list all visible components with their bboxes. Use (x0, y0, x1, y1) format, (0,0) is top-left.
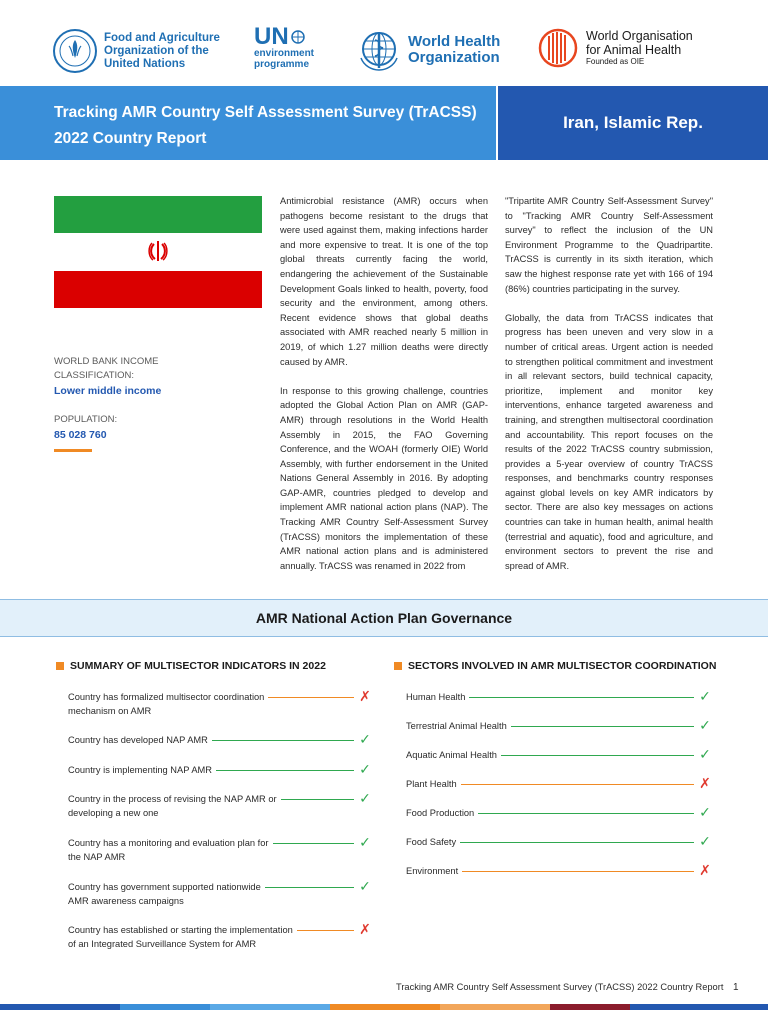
check-icon: ✓ (359, 791, 371, 807)
orange-square-icon (394, 662, 402, 670)
gap-amr-paragraph: In response to this growing challenge, countries adopted the Global Action Plan on AMR (GAP-AMR) through resolutions in the World Health Assembly in 2015, the FAO Governing Conference, and the WOAH (formerly OIE) World Assembly, with further endorsement in the United Nations General Assembly in 2016. By adopting GAP-AMR, countries pledged to develop and implement AMR national action plans (NAP). The Tracking AMR Country Self-Assessment Survey (TrACSS) monitors the implementation of these AMR national action plans and is administered annually. TrACSS was renamed in 2022 from (280, 385, 488, 571)
unep-line1: environment (254, 48, 315, 59)
indicator-label-cont: AMR awareness campaigns (68, 896, 184, 906)
indicator-label-cont: of an Integrated Surveillance System for AMR (68, 939, 257, 949)
summary-indicator-row (68, 690, 372, 718)
leader-line (460, 842, 694, 843)
fao-name-line2: Organization of the (104, 44, 209, 57)
leader-line (268, 697, 354, 698)
woah-logo (538, 28, 693, 68)
report-subtitle: 2022 Country Report (54, 130, 207, 147)
section-header (0, 599, 768, 637)
global-progress-paragraph: Globally, the data from TrACSS indicates that progress has been uneven and very slow in a number of critical areas. Urgent action is needed to strengthen political commitment and investment in all relevant sectors, build technical capacity, prioritize, implement and monitor key interventions, enhance targeted awareness and training, and strengthen multisectoral coordination and accountability. This report focuses on the results of the 2022 TrACSS country submission, provides a 5-year overview of country TrACSS responses, and benchmarks country responses against global levels on key AMR indicators by sector. There are also key messages on actions countries can take in human health, animal health (terrestrial and aquatic), food and agriculture, and environment sectors to prevent the rise and spread of AMR. (505, 312, 713, 571)
summary-indicator-row (68, 880, 372, 908)
woah-emblem-icon (538, 28, 578, 68)
who-name-line2: Organization (408, 49, 500, 66)
intro-paragraph: Antimicrobial resistance (AMR) occurs when pathogens become resistant to the drugs that were used against them, making infections harder and more expensive to treat. It is one of the top global threats currently facing the world, endangering the achievement of the Sustainable Development Goals linked to health, poverty, food security and the environment, among others. Recent evidence shows that global deaths associated with AMR reached nearly 5 million in 2019, of which 1.27 million deaths were directly caused by AMR. (280, 196, 488, 367)
summary-heading-text: SUMMARY OF MULTISECTOR INDICATORS IN 2022 (70, 660, 326, 672)
indicator-label: Country is implementing NAP AMR (68, 765, 212, 775)
sector-row (406, 864, 712, 878)
income-label-line2: CLASSIFICATION: (54, 370, 135, 381)
cross-icon: ✗ (699, 863, 711, 879)
summary-indicator-row (68, 763, 372, 777)
report-banner (0, 86, 768, 160)
leader-line (461, 784, 694, 785)
leader-line (297, 930, 354, 931)
check-icon: ✓ (699, 689, 711, 705)
population-value: 85 028 760 (54, 429, 107, 441)
sectors-heading (394, 660, 716, 672)
leader-line (216, 770, 354, 771)
sidebar-divider (54, 449, 92, 452)
indicator-label: Country has established or starting the implementation (68, 925, 293, 935)
fao-name-line1: Food and Agriculture (104, 31, 220, 44)
banner-title-block (0, 86, 496, 160)
leader-line (478, 813, 694, 814)
tracss-paragraph: "Tripartite AMR Country Self-Assessment Survey" to "Tracking AMR Country Self-Assessment survey" to reflect the inclusion of the UN Environment Programme to the Quadripartite. TrACSS is currently in its sixth iteration, which saw the highest response rate yet with 166 of 194 (86%) countries participating in the survey. (505, 196, 713, 294)
partner-logos (0, 22, 768, 82)
sector-label: Human Health (406, 692, 466, 702)
sector-row (406, 748, 712, 762)
check-icon: ✓ (359, 835, 371, 851)
leader-line (469, 697, 694, 698)
sector-label: Aquatic Animal Health (406, 750, 497, 760)
footer-color-bar (0, 1004, 768, 1010)
check-icon: ✓ (359, 879, 371, 895)
unep-logo (254, 23, 315, 70)
summary-indicator-row (68, 923, 372, 951)
sector-label: Terrestrial Animal Health (406, 721, 507, 731)
body-column-1 (280, 194, 488, 588)
sector-label: Food Production (406, 808, 475, 818)
woah-name-line1: World Organisation (586, 29, 693, 43)
sector-label: Environment (406, 866, 459, 876)
fao-logo (52, 28, 220, 74)
cross-icon: ✗ (359, 922, 371, 938)
check-icon: ✓ (359, 732, 371, 748)
indicator-label-cont: mechanism on AMR (68, 706, 152, 716)
sector-label: Plant Health (406, 779, 457, 789)
summary-indicator-row (68, 733, 372, 747)
leader-line (273, 843, 354, 844)
sector-row (406, 777, 712, 791)
fao-name-line3: United Nations (104, 57, 186, 70)
who-logo (356, 28, 500, 72)
cross-icon: ✗ (359, 689, 371, 705)
check-icon: ✓ (699, 718, 711, 734)
cross-icon: ✗ (699, 776, 711, 792)
sectors-heading-text: SECTORS INVOLVED IN AMR MULTISECTOR COORDINATION (408, 660, 717, 672)
check-icon: ✓ (359, 762, 371, 778)
unep-line2: programme (254, 59, 310, 70)
who-emblem-icon (356, 28, 402, 72)
fao-emblem-icon (52, 28, 98, 74)
country-name: Iran, Islamic Rep. (563, 113, 703, 132)
leader-line (501, 755, 694, 756)
indicator-label: Country has developed NAP AMR (68, 735, 208, 745)
indicator-label: Country has a monitoring and evaluation plan for (68, 838, 269, 848)
sector-row (406, 719, 712, 733)
country-flag (54, 196, 262, 308)
check-icon: ✓ (699, 834, 711, 850)
indicator-label: Country has formalized multisector coordination (68, 692, 265, 702)
woah-tagline: Founded as OIE (586, 57, 645, 66)
summary-indicator-row (68, 792, 372, 820)
summary-indicator-row (68, 836, 372, 864)
sector-row (406, 690, 712, 704)
un-globe-icon (291, 30, 305, 44)
who-name-line1: World Health (408, 33, 501, 50)
body-column-2 (505, 194, 713, 588)
banner-country-block (498, 86, 768, 160)
section-title: AMR National Action Plan Governance (255, 610, 513, 626)
check-icon: ✓ (699, 747, 711, 763)
indicator-label-cont: developing a new one (68, 808, 159, 818)
indicator-label: Country has government supported nationwide (68, 882, 261, 892)
leader-line (462, 871, 694, 872)
income-label-line1: WORLD BANK INCOME (54, 356, 159, 367)
leader-line (281, 799, 354, 800)
leader-line (212, 740, 354, 741)
indicator-label-cont: the NAP AMR (68, 852, 126, 862)
orange-square-icon (56, 662, 64, 670)
footer-title: Tracking AMR Country Self Assessment Survey (TrACSS) 2022 Country Report (396, 982, 724, 992)
flag-emblem-icon (147, 239, 169, 263)
summary-heading (56, 660, 326, 672)
sector-row (406, 806, 712, 820)
woah-name-line2: for Animal Health (586, 43, 682, 57)
page-number: 1 (733, 982, 739, 993)
population-label: POPULATION: (54, 414, 118, 425)
leader-line (265, 887, 354, 888)
report-title: Tracking AMR Country Self Assessment Survey (TrACSS) (54, 104, 477, 121)
income-value: Lower middle income (54, 385, 162, 397)
indicator-label: Country in the process of revising the NAP AMR or (68, 794, 277, 804)
leader-line (511, 726, 694, 727)
check-icon: ✓ (699, 805, 711, 821)
sector-row (406, 835, 712, 849)
sector-label: Food Safety (406, 837, 457, 847)
unep-un-text: UN (254, 23, 289, 50)
